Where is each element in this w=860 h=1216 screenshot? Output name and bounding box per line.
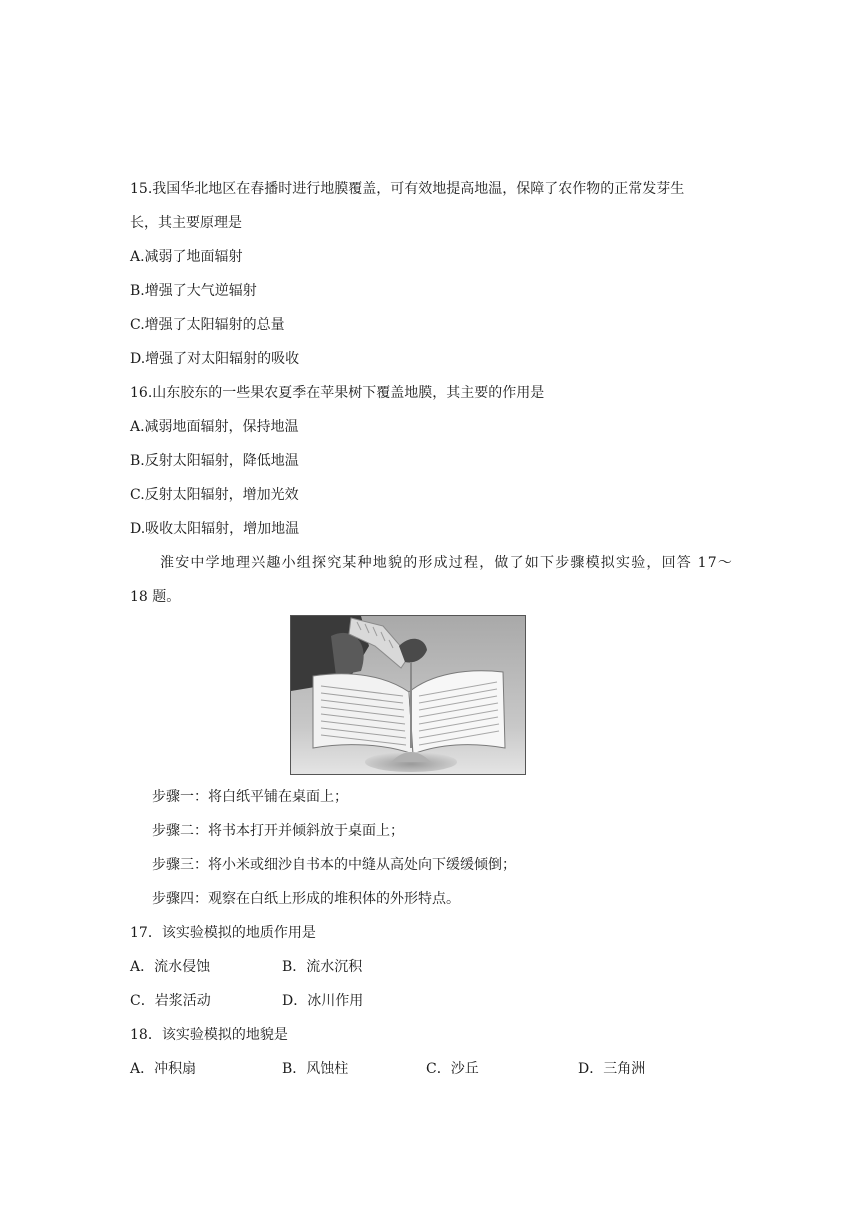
q16-option-b: B.反射太阳辐射，降低地温 (130, 453, 299, 469)
q15-option-c: C.增强了太阳辐射的总量 (130, 317, 285, 333)
q17-option-c: C．岩浆活动 (130, 993, 211, 1009)
intro-line2: 18 题。 (130, 589, 181, 605)
q18-option-a: A．冲积扇 (130, 1061, 197, 1077)
q17-option-b: B．流水沉积 (282, 959, 363, 975)
step-4: 步骤四：观察在白纸上形成的堆积体的外形特点。 (152, 891, 460, 907)
experiment-photo (290, 615, 526, 775)
q18-option-c: C．沙丘 (426, 1061, 479, 1077)
step-1: 步骤一：将白纸平铺在桌面上； (152, 789, 348, 805)
intro-line1: 淮安中学地理兴趣小组探究某种地貌的形成过程，做了如下步骤模拟实验，回答 17～ (160, 555, 734, 571)
q17-option-d: D．冰川作用 (282, 993, 364, 1009)
q16-option-a: A.减弱地面辐射，保持地温 (130, 419, 299, 435)
q18-option-b: B．风蚀柱 (282, 1061, 349, 1077)
q16-stem: 16.山东胶东的一些果农夏季在苹果树下覆盖地膜，其主要的作用是 (130, 385, 545, 401)
q15-option-b: B.增强了大气逆辐射 (130, 283, 257, 299)
q15-option-a: A.减弱了地面辐射 (130, 249, 243, 265)
q17-option-a: A．流水侵蚀 (130, 959, 211, 975)
q18-stem: 18．该实验模拟的地貌是 (130, 1027, 288, 1043)
q15-option-d: D.增强了对太阳辐射的吸收 (130, 351, 300, 367)
q15-stem-line2: 长，其主要原理是 (130, 215, 242, 231)
q18-option-d: D．三角洲 (578, 1061, 646, 1077)
q17-stem: 17．该实验模拟的地质作用是 (130, 925, 316, 941)
q16-option-d: D.吸收太阳辐射，增加地温 (130, 521, 300, 537)
step-2: 步骤二：将书本打开并倾斜放于桌面上； (152, 823, 404, 839)
step-3: 步骤三：将小米或细沙自书本的中缝从高处向下缓缓倾倒； (152, 857, 516, 873)
q16-option-c: C.反射太阳辐射，增加光效 (130, 487, 299, 503)
q15-stem-line1: 15.我国华北地区在春播时进行地膜覆盖，可有效地提高地温，保障了农作物的正常发芽生 (130, 181, 685, 197)
